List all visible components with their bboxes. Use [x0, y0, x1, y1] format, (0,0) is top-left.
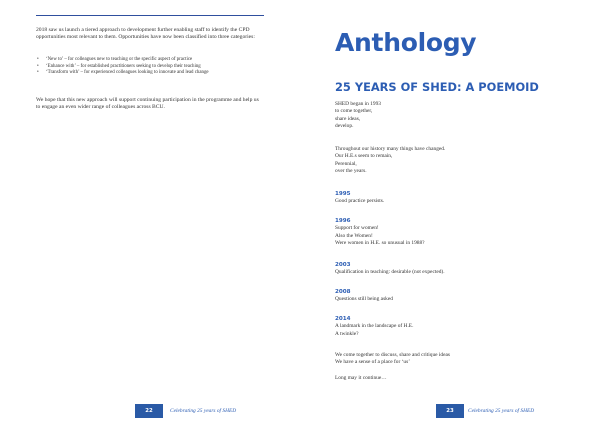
poem-line: share ideas, [335, 115, 361, 122]
intro-paragraph [36, 27, 264, 42]
closing-text: We hope that this new approach will support continuing participation in the programme and help us to engage an even wider range of colleagues across BCU. [36, 97, 259, 111]
poem-stanza-closing [335, 352, 565, 367]
intro-text: 2018 saw us launch a tiered approach to development further enabling staff to identify the CPD opportunities most relevant to them. Opportunities have now been classified into three categories: [36, 27, 255, 41]
year-heading: 1995 [335, 191, 351, 197]
poem-line: to come together, [335, 108, 373, 115]
year-heading: 2003 [335, 262, 351, 268]
poem-line: Also the Women! [335, 232, 373, 239]
footer-text: Celebrating 25 years of SHED [170, 408, 237, 414]
poem-line: Our H.E.s seem to remain, [335, 153, 393, 160]
page-number-badge: 22 [135, 404, 163, 418]
poem-stanza-history [335, 146, 565, 176]
poem-line: Perennial, [335, 160, 357, 167]
year-heading: 2014 [335, 316, 351, 322]
poem-title: 25 YEARS OF SHED: A POEMOID [335, 80, 539, 94]
poem-stanza-2014 [335, 316, 565, 338]
year-heading: 1996 [335, 218, 351, 224]
top-rule [36, 15, 264, 16]
list-item: • ‘Enhance with’ – for established practitioners seeking to develop their teaching [36, 64, 264, 71]
poem-line: A twinkle? [335, 330, 359, 337]
poem-line: Good practice persists. [335, 198, 385, 205]
poem-line: We come together to discuss, share and critique ideas [335, 352, 450, 358]
poem-line: develop. [335, 123, 354, 130]
list-item: • ‘Transform with’ – for experienced colleagues looking to innovate and lead change [36, 70, 264, 77]
poem-line: Were women in H.E. so unusual in 1988? [335, 240, 425, 247]
page-number-badge: 23 [436, 404, 464, 418]
footer-text: Celebrating 25 years of SHED [468, 408, 535, 414]
list-item: • ‘New to’ – for colleagues new to teaching or the specific aspect of practice [36, 57, 264, 64]
closing-paragraph [36, 97, 264, 112]
poem-line: over the years. [335, 168, 367, 175]
poem-stanza-2003 [335, 262, 565, 277]
year-heading: 2008 [335, 289, 351, 295]
poem-line: A landmark in the landscape of H.E. [335, 323, 414, 330]
poem-line: We have a sense of a place for ‘us’ [335, 359, 410, 366]
poem-line: Throughout our history many things have changed. [335, 146, 446, 152]
poem-line: SHED began in 1993 [335, 101, 381, 107]
page-heading: Anthology [335, 28, 477, 57]
poem-line: Qualification in teaching: desirable (not expected). [335, 269, 445, 276]
poem-stanza-1996 [335, 218, 565, 248]
poem-stanza-2008 [335, 289, 565, 304]
poem-stanza-intro [335, 101, 565, 131]
poem-line: Long may it continue… [335, 375, 387, 381]
poem-stanza-final [335, 375, 565, 382]
poem-line: Support for women! [335, 225, 379, 232]
poem-line: Questions still being asked [335, 296, 393, 303]
poem-stanza-1995 [335, 191, 565, 206]
category-list [36, 57, 264, 77]
